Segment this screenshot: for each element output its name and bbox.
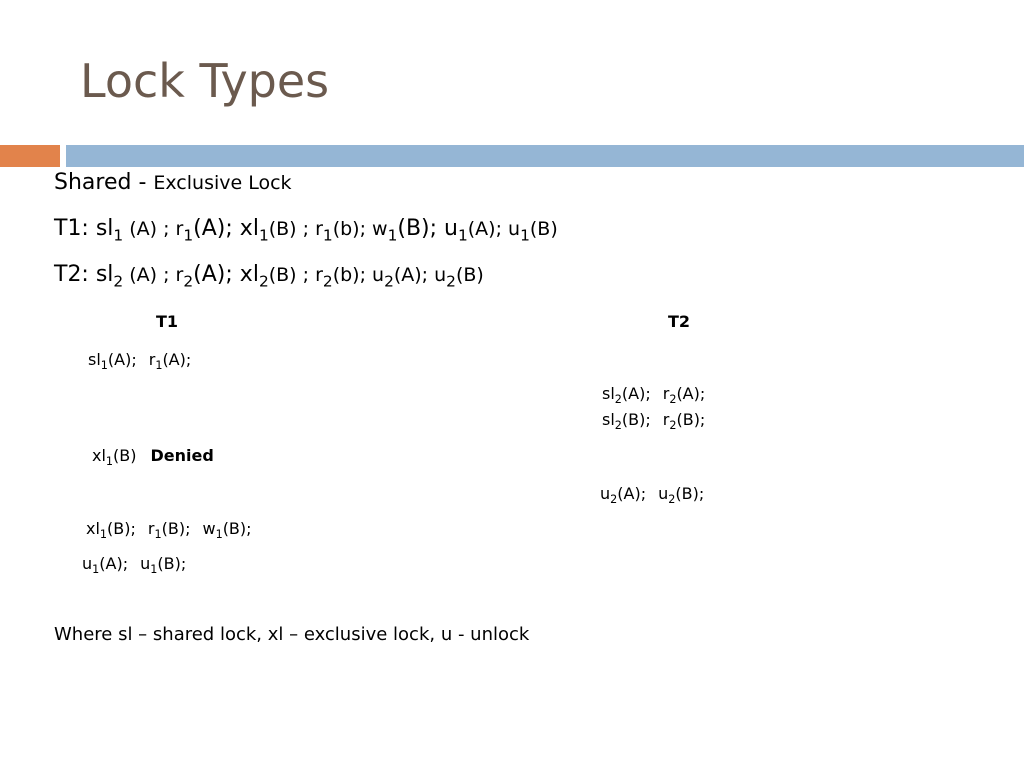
op-name: sl	[602, 410, 615, 429]
t1-seq-sub: 1	[258, 226, 269, 245]
op-subscript: 2	[669, 418, 677, 432]
op-name: r	[662, 384, 670, 403]
op-subscript: 1	[154, 527, 162, 541]
t2-seq-text: (A); u	[393, 264, 447, 286]
accent-bar-blue	[66, 145, 1024, 167]
t2-seq-sub: 2	[183, 272, 194, 291]
op-name: sl	[602, 384, 615, 403]
op-argument: (A);	[617, 484, 647, 503]
op-name: u	[82, 554, 93, 573]
op-subscript: 1	[215, 527, 223, 541]
op-argument: (A);	[99, 554, 129, 573]
op-subscript: 2	[614, 392, 622, 406]
op-argument: (B);	[621, 410, 651, 429]
op-subscript: 1	[99, 527, 108, 541]
schedule-op	[82, 554, 129, 576]
op-name: r	[662, 410, 670, 429]
t2-seq-sub: 2	[384, 272, 394, 291]
op-argument: (B)	[113, 446, 137, 465]
t2-seq-text: T2: sl	[54, 262, 114, 287]
t1-seq-sub: 1	[387, 226, 398, 245]
op-argument: (B);	[107, 519, 136, 538]
schedule-op	[148, 350, 192, 372]
op-argument: (B);	[675, 484, 705, 503]
op-argument: (B);	[161, 519, 191, 538]
op-name: u	[140, 554, 151, 573]
op-name: u	[600, 484, 611, 503]
schedule-op	[140, 554, 187, 576]
t1-seq-sub: 1	[457, 226, 468, 245]
op-name: xl	[86, 519, 100, 538]
op-argument: (A);	[107, 350, 137, 369]
column-header-t2: T2	[668, 312, 691, 331]
op-subscript: 2	[669, 392, 677, 406]
op-name: w	[202, 519, 216, 538]
op-subscript: 2	[610, 492, 618, 506]
t2-seq-sub: 2	[322, 272, 333, 291]
t2-seq-text: (B) ; r	[268, 264, 323, 286]
t1-seq-sub: 1	[113, 226, 124, 245]
t1-sequence-line	[54, 216, 558, 245]
schedule-op	[147, 519, 191, 541]
t1-seq-text: (B)	[529, 218, 558, 240]
op-name: u	[658, 484, 669, 503]
t2-seq-text: (A) ; r	[123, 264, 184, 286]
t1-seq-text: (B) ; r	[268, 218, 323, 240]
schedule-op	[88, 350, 137, 372]
schedule-row-7	[82, 554, 187, 576]
subtitle-small: Exclusive Lock	[153, 172, 292, 194]
t2-seq-text: (B)	[455, 264, 484, 286]
t2-seq-sub: 2	[446, 272, 456, 291]
schedule-row-5	[600, 484, 705, 506]
op-argument: (A);	[676, 384, 706, 403]
t1-seq-text: (b); w	[332, 218, 388, 240]
t2-seq-sub: 2	[258, 272, 269, 291]
t1-seq-text: (B); u	[397, 216, 458, 241]
schedule-op	[662, 410, 706, 432]
op-name: r	[147, 519, 155, 538]
row-4-ops	[92, 446, 137, 468]
op-argument: (A);	[621, 384, 651, 403]
schedule-row-6	[86, 519, 252, 541]
op-subscript: 2	[614, 418, 622, 432]
t1-seq-text: (A) ; r	[123, 218, 184, 240]
schedule-op	[658, 484, 705, 506]
op-subscript: 1	[100, 358, 108, 372]
schedule-row-1	[88, 350, 192, 372]
t1-seq-sub: 1	[520, 226, 530, 245]
op-argument: (B);	[157, 554, 187, 573]
schedule-row-3	[602, 410, 706, 432]
schedule-op	[602, 410, 651, 432]
schedule-op	[662, 384, 706, 406]
subtitle-line	[54, 170, 292, 195]
op-argument: (A);	[162, 350, 192, 369]
t1-seq-text: (A); xl	[193, 216, 259, 241]
denied-label: Denied	[150, 446, 214, 465]
slide-title: Lock Types	[80, 54, 330, 108]
op-subscript: 1	[92, 562, 100, 576]
schedule-row-2	[602, 384, 706, 406]
accent-bar-orange	[0, 145, 60, 167]
op-name: sl	[88, 350, 101, 369]
t1-seq-text: (A); u	[467, 218, 521, 240]
schedule-op	[92, 446, 137, 468]
t1-seq-text: T1: sl	[54, 216, 114, 241]
op-name: xl	[92, 446, 106, 465]
op-subscript: 1	[155, 358, 163, 372]
t1-seq-sub: 1	[322, 226, 333, 245]
op-subscript: 1	[105, 454, 114, 468]
op-subscript: 1	[150, 562, 158, 576]
schedule-op	[600, 484, 647, 506]
t2-seq-text: (A); xl	[193, 262, 259, 287]
schedule-op	[202, 519, 252, 541]
schedule-op	[602, 384, 651, 406]
t2-sequence-line	[54, 262, 484, 291]
op-name: r	[148, 350, 156, 369]
legend-footer: Where sl – shared lock, xl – exclusive lock, u - unlock	[54, 624, 530, 645]
t2-seq-sub: 2	[113, 272, 124, 291]
t1-seq-sub: 1	[183, 226, 194, 245]
schedule-row-4	[92, 446, 214, 468]
column-header-t1: T1	[156, 312, 179, 331]
op-subscript: 2	[668, 492, 676, 506]
schedule-op	[86, 519, 136, 541]
op-argument: (B);	[222, 519, 252, 538]
subtitle-main: Shared -	[54, 170, 154, 195]
op-argument: (B);	[676, 410, 706, 429]
t2-seq-text: (b); u	[332, 264, 385, 286]
